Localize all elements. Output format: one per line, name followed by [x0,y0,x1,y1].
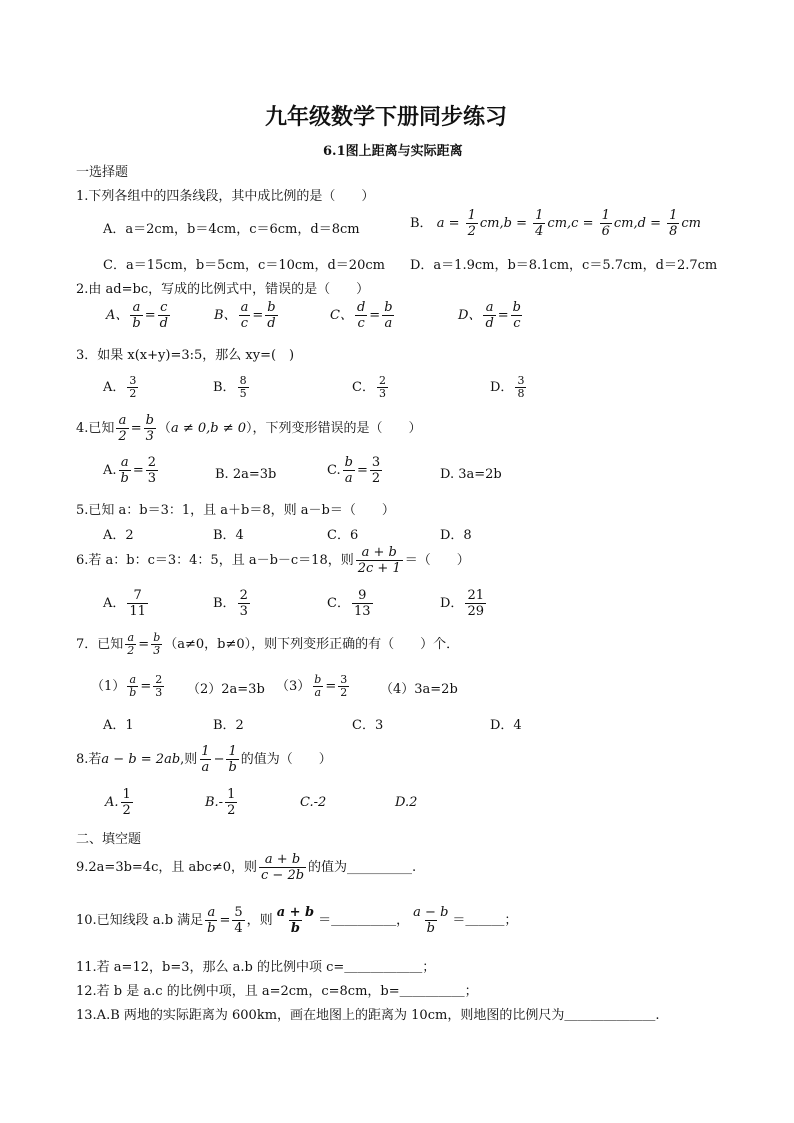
question-1-option-a: A．a＝2cm，b＝4cm，c＝6cm，d＝8cm [103,222,360,237]
question-5-option-d: D．8 [440,528,472,543]
question-9: 9.2a=3b=4c，且 abc≠0，则 $\frac{a + b}{c - 2b}$ 的值为__________. [76,852,417,883]
question-7-item-1: （1） $\frac{a}{b}$ = $\frac{2}{3}$ [91,673,163,699]
question-3-option-a: A． $\frac{3}{2}$ [103,374,137,400]
question-12: 12.若 b 是 a.c 的比例中项，且 a=2cm，c=8cm，b=＿＿＿＿＿； [76,984,478,999]
question-3-option-c: C． $\frac{2}{3}$ [352,374,386,400]
question-8-option-a: A. $\frac{1}{2}$ [105,787,131,818]
question-7-item-2: （2）2a=3b [187,682,265,697]
question-5-option-c: C．6 [327,528,359,543]
question-8-stem: 8.若a − b = 2ab,则 $\frac{1}{a}$ − $\frac{1}{b}$ 的值为（ ） [76,744,332,775]
question-1-stem: 1.下列各组中的四条线段，其中成比例的是（ ） [76,189,375,204]
question-7-stem: 7．已知 $\frac{a}{2}$ = $\frac{b}{3}$ （a≠0，b≠0），则下列变形正确的有（ ）个． [76,631,460,657]
question-3-option-d: D． $\frac{3}{8}$ [490,374,525,400]
question-7-item-4: （4）3a=2b [380,682,458,697]
question-7-option-d: D．4 [490,718,522,733]
question-6-option-d: D． $\frac{21}{29}$ [440,588,484,619]
page-title: 九年级数学下册同步练习 [265,104,508,130]
question-7-option-b: B．2 [213,718,244,733]
question-7-option-a: A．1 [103,718,134,733]
question-11: 11.若 a=12，b=3，那么 a.b 的比例中项 c=＿＿＿＿＿＿； [76,960,436,975]
question-2-option-b: B、 $\frac{a}{c}$ = $\frac{b}{d}$ [214,300,276,331]
page-subtitle: 6.1图上距离与实际距离 [323,144,463,159]
section-heading-choice: 一选择题 [76,165,129,180]
question-2-stem: 2.由 ad=bc，写成的比例式中，错误的是（ ） [76,282,370,297]
question-4-stem: 4.已知 $\frac{a}{2}$ = $\frac{b}{3}$ （a ≠ 0,b ≠ 0），下列变形错误的是（ ） [76,413,422,444]
question-2-option-c: C、 $\frac{d}{c}$ = $\frac{b}{a}$ [330,300,393,331]
question-3-option-b: B． $\frac{8}{5}$ [213,374,247,400]
section-heading-fill: 二、填空题 [76,832,142,847]
question-6-option-c: C． $\frac{9}{13}$ [327,588,371,619]
question-7-option-c: C．3 [352,718,384,733]
question-2-option-a: A、 $\frac{a}{b}$ = $\frac{c}{d}$ [106,300,168,331]
question-8-option-d: D.2 [395,795,418,810]
question-3-stem: 3．如果 x(x+y)=3:5，那么 xy=( ) [76,348,295,363]
question-5-stem: 5.已知 a：b＝3：1，且 a＋b＝8，则 a－b＝（ ） [76,503,395,518]
question-10: 10.已知线段 a.b 满足 $\frac{a}{b}$ = $\frac{5}{4}$ ，则 $\frac{a + b}{b}$ ＝＿＿＿＿＿， $\frac{a - b}{b}$ ＝＿＿＿； [76,905,518,936]
question-8-option-c: C.-2 [300,795,327,810]
question-4-option-d: D. 3a=2b [440,467,502,482]
question-7-item-3: （3） $\frac{b}{a}$ = $\frac{3}{2}$ [276,673,348,699]
question-6-stem: 6.若 a：b：c＝3：4：5，且 a－b－c＝18，则 $\frac{a + b}{2c + 1}$ ＝（ ） [76,545,470,576]
question-1-option-d: D．a＝1.9cm，b＝8.1cm，c＝5.7cm，d＝2.7cm [410,258,718,273]
question-6-option-a: A． $\frac{7}{11}$ [103,588,146,619]
question-5-option-a: A．2 [103,528,134,543]
question-4-option-c: C. $\frac{b}{a}$ = $\frac{3}{2}$ [327,455,381,486]
question-13: 13.A.B 两地的实际距离为 600km，画在地图上的距离为 10cm，则地图的比例尺为＿＿＿＿＿＿＿. [76,1008,660,1023]
question-1-option-c: C．a＝15cm，b＝5cm，c＝10cm，d＝20cm [103,258,385,273]
question-8-option-b: B.- $\frac{1}{2}$ [205,787,236,818]
question-6-option-b: B． $\frac{2}{3}$ [213,588,248,619]
question-5-option-b: B．4 [213,528,244,543]
question-2-option-d: D、 $\frac{a}{d}$ = $\frac{b}{c}$ [458,300,521,331]
question-4-option-a: A. $\frac{a}{b}$ = $\frac{2}{3}$ [103,455,157,486]
question-1-option-b: B． a = $\frac{1}{2}$ cm,b = $\frac{1}{4}$ cm,c = $\frac{1}{6}$ cm,d = $\frac{1}{8}$ cm [410,208,702,239]
question-4-option-b: B. 2a=3b [215,467,277,482]
